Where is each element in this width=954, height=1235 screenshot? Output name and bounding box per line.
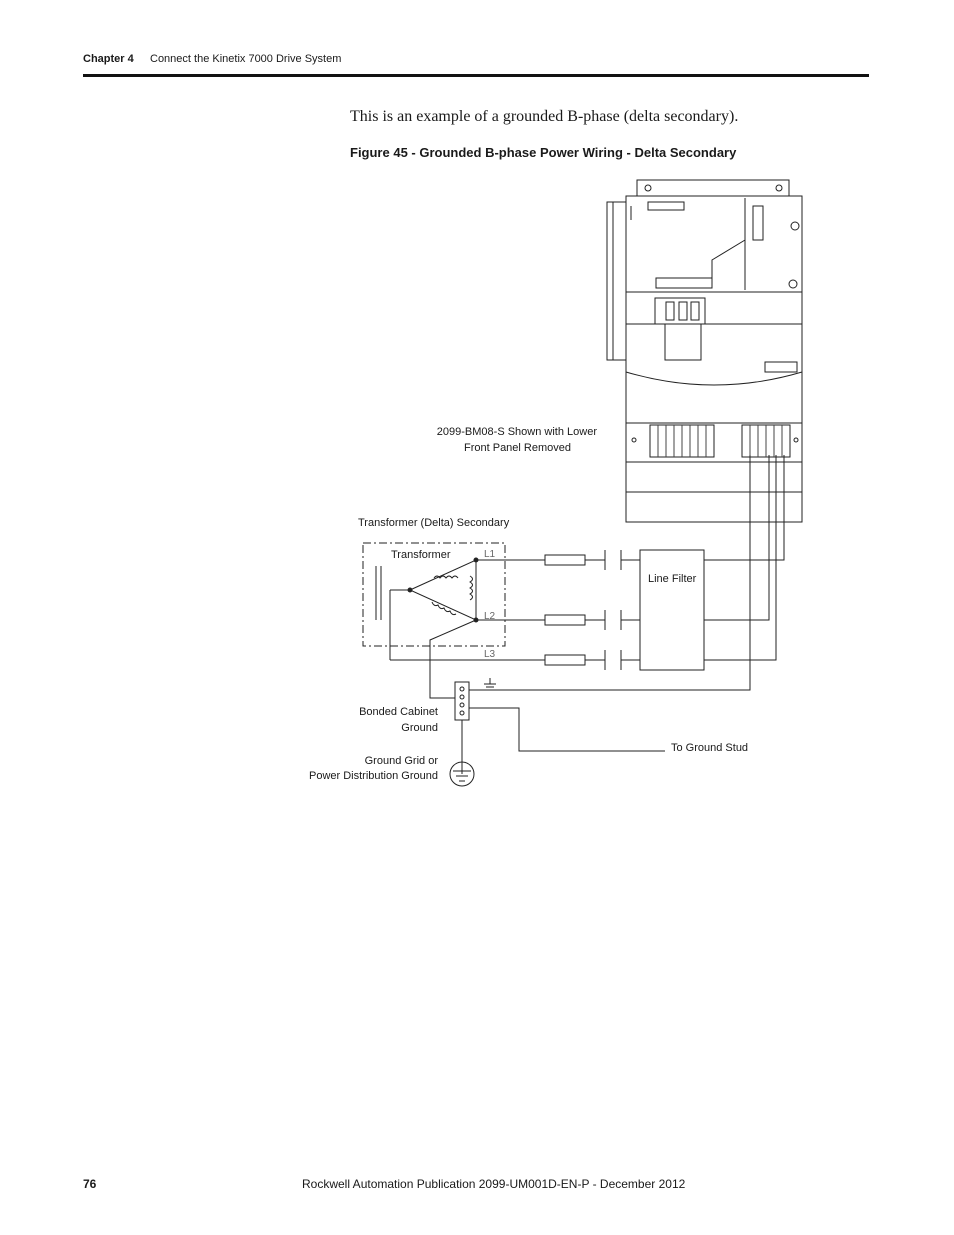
l2-label: L2 [484,611,496,622]
drive-label-line2: Front Panel Removed [464,442,571,454]
transformer-section-label: Transformer (Delta) Secondary [358,517,510,529]
figure-labels [309,426,748,782]
ground-grid-label-line2: Power Distribution Ground [308,770,438,782]
footer-page-number: 76 [83,1177,97,1191]
transformer-label: Transformer [391,549,451,561]
bonded-ground-label-line1: Bonded Cabinet [359,706,438,718]
drive-unit [607,180,802,522]
line-filter-label: Line Filter [648,573,697,585]
intro-text: This is an example of a grounded B-phase (delta secondary). [350,108,739,125]
header-title: Connect the Kinetix 7000 Drive System [150,53,342,65]
l3-label: L3 [484,649,496,660]
footer-publication: Rockwell Automation Publication 2099-UM001D-EN-P - December 2012 [302,1177,686,1191]
drive-label-line1: 2099-BM08-S Shown with Lower [436,426,597,438]
ground-grid-label-line1: Ground Grid or [364,755,438,767]
header-chapter: Chapter 4 [83,53,134,65]
bonded-ground-label-line2: Ground [401,722,438,734]
figure-caption: Figure 45 - Grounded B-phase Power Wiring - Delta Secondary [350,145,737,160]
to-ground-stud-label: To Ground Stud [671,742,749,754]
l1-label: L1 [484,549,496,560]
power-wiring [390,455,784,786]
